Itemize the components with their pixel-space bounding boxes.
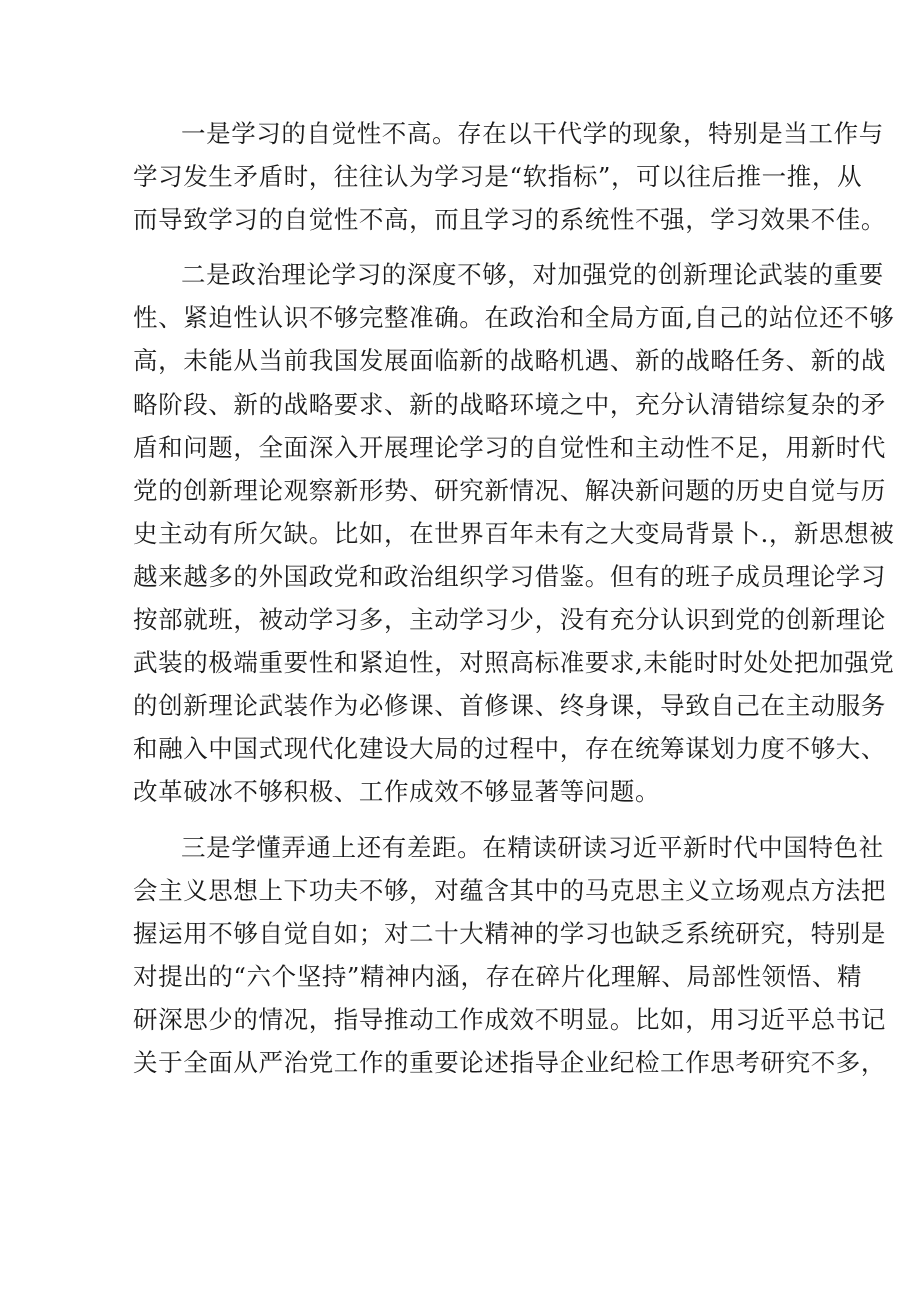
paragraph-line: 对提出的“六个坚持”精神内涵，存在碎片化理解、局部性领悟、精 bbox=[133, 961, 863, 991]
paragraph-line: 略阶段、新的战略要求、新的战略环境之中，充分认清错综复杂的矛 bbox=[133, 389, 886, 419]
paragraph-line: 史主动有所欠缺。比如，在世界百年未有之大变局背景卜.，新思想被 bbox=[133, 518, 895, 548]
paragraph-line: 按部就班，被动学习多，主动学习少，没有充分认识到党的创新理论 bbox=[133, 605, 886, 635]
paragraph-line: 研深思少的情况，指导推动工作成效不明显。比如，用习近平总书记 bbox=[133, 1004, 886, 1034]
paragraph-line: 性、紧迫性认识不够完整准确。在政治和全局方面,自己的站位还不够 bbox=[133, 303, 895, 333]
paragraph-line: 党的创新理论观察新形势、研究新情况、解决新问题的历史自觉与历 bbox=[133, 475, 886, 505]
paragraph-line: 关于全面从严治党工作的重要论述指导企业纪检工作思考研究不多， bbox=[133, 1047, 886, 1077]
paragraph-line: 三是学懂弄通上还有差距。在精读研读习近平新时代中国特色社 bbox=[181, 832, 884, 862]
document-body bbox=[133, 112, 895, 1084]
paragraph-1 bbox=[133, 112, 886, 241]
paragraph-line: 高，未能从当前我国发展面临新的战略机遇、新的战略任务、新的战 bbox=[133, 346, 886, 376]
paragraph-line: 二是政治理论学习的深度不够，对加强党的创新理论武装的重要 bbox=[181, 260, 884, 290]
paragraph-line: 越来越多的外国政党和政治组织学习借鉴。但有的班子成员理论学习 bbox=[133, 561, 886, 591]
paragraph-line: 的创新理论武装作为必修课、首修课、终身课，导致自己在主动服务 bbox=[133, 691, 886, 721]
paragraph-line: 一是学习的自觉性不高。存在以干代学的现象，特别是当工作与 bbox=[181, 119, 884, 148]
paragraph-line: 武装的极端重要性和紧迫性，对照高标准要求,未能时时处处把加强党 bbox=[133, 648, 895, 678]
paragraph-line: 盾和问题，全面深入开展理论学习的自觉性和主动性不足，用新时代 bbox=[133, 432, 886, 462]
paragraph-2 bbox=[133, 253, 895, 813]
paragraph-line: 握运用不够自觉自如；对二十大精神的学习也缺乏系统研究，特别是 bbox=[133, 918, 886, 948]
paragraph-line: 和融入中国式现代化建设大局的过程中，存在统筹谋划力度不够大、 bbox=[133, 734, 886, 764]
paragraph-3 bbox=[133, 826, 886, 1085]
paragraph-line: 改革破冰不够积极、工作成效不够显著等问题。 bbox=[133, 777, 661, 807]
paragraph-line: 会主义思想上下功夫不够，对蕴含其中的马克思主义立场观点方法把 bbox=[133, 875, 886, 905]
paragraph-gap bbox=[133, 241, 793, 253]
paragraph-line: 而导致学习的自觉性不高，而且学习的系统性不强，学习效果不佳。 bbox=[133, 205, 886, 235]
paragraph-gap bbox=[133, 814, 793, 826]
paragraph-line: 学习发生矛盾时，往往认为学习是“软指标”，可以往后推一推，从 bbox=[133, 162, 863, 192]
